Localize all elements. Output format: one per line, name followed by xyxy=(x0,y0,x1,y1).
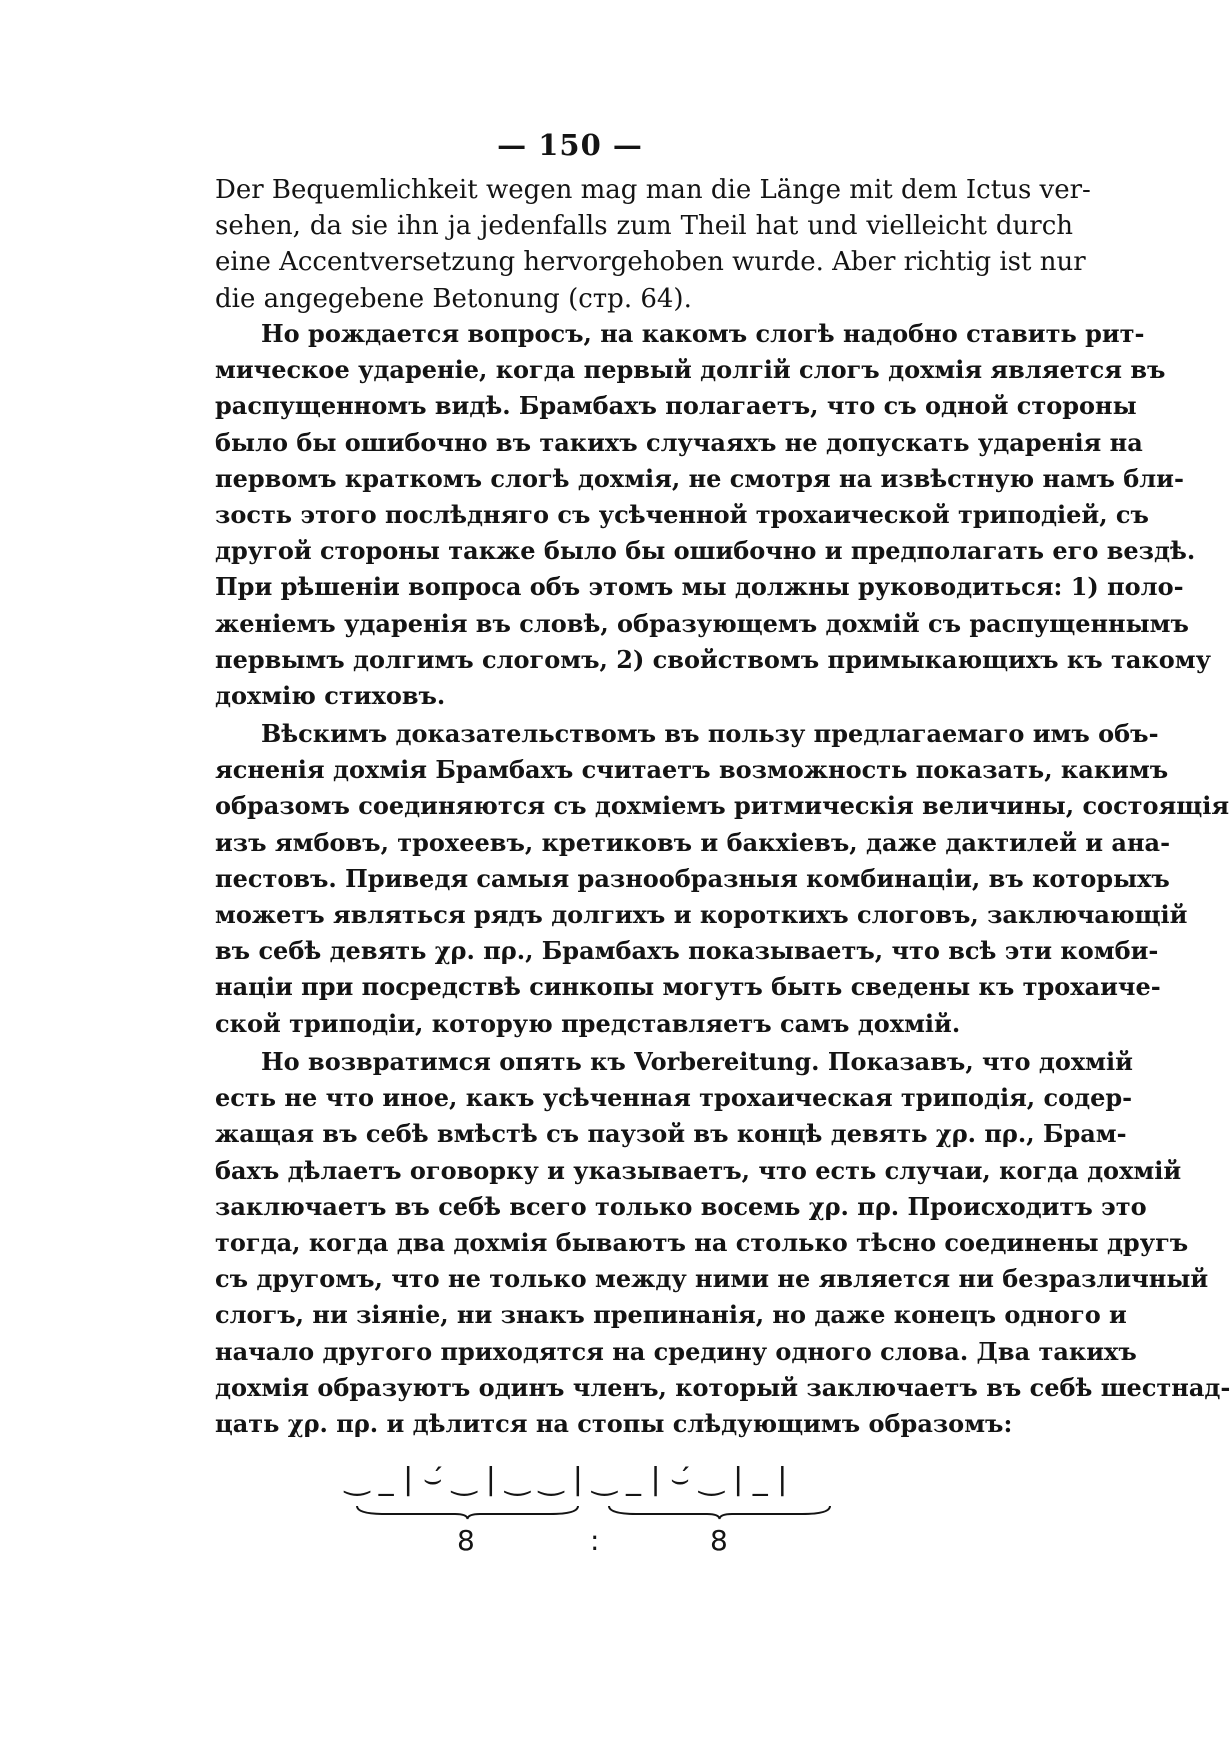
text-line: пестовъ. Приведя самыя разнообразныя комбинаціи, въ которыхъ xyxy=(215,863,1170,893)
paragraph-1 xyxy=(215,316,1211,714)
text-line: жащая въ себѣ вмѣстѣ съ паузой въ концѣ девять χρ. πρ., Брам- xyxy=(215,1119,1127,1149)
text-line: первомъ краткомъ слогѣ дохмія, не смотря на извѣстную намъ бли- xyxy=(215,463,1184,493)
text-line: Но рождается вопросъ, на какомъ слогѣ надобно ставить рит- xyxy=(261,319,1145,348)
text-line: можетъ являться рядъ долгихъ и короткихъ слоговъ, заключающій xyxy=(215,899,1188,929)
text-line: съ другомъ, что не только между ними не является ни безразличный xyxy=(215,1264,1209,1294)
text-line: образомъ соединяются съ дохміемъ ритмическія величины, состоящія xyxy=(215,791,1230,821)
text-line: дохмію стиховъ. xyxy=(215,680,446,710)
left-brace-icon xyxy=(355,1504,580,1520)
text-line: цать χρ. πρ. и дѣлится на стопы слѣдующимъ образомъ: xyxy=(215,1408,1013,1438)
text-line: первымъ долгимъ слогомъ, 2) свойствомъ примыкающихъ къ такому xyxy=(215,644,1211,674)
text-line: дохмія образуютъ одинъ членъ, который заключаетъ въ себѣ шестнад- xyxy=(215,1372,1230,1402)
text-line: изъ ямбовъ, трохеевъ, кретиковъ и бакхіевъ, даже дактилей и ана- xyxy=(215,827,1171,857)
text-line: sehen, da sie ihn ja jedenfalls zum Theil hat und vielleicht durch xyxy=(215,211,1073,242)
text-line: Вѣскимъ доказательствомъ въ пользу предлагаемаго имъ объ- xyxy=(261,719,1159,748)
german-paragraph xyxy=(215,172,1091,317)
paragraph-3 xyxy=(215,1044,1230,1442)
text-line: Но возвратимся опять къ Vorbereitung. Показавъ, что дохмій xyxy=(261,1047,1133,1076)
text-line: бахъ дѣлаетъ оговорку и указываетъ, что есть случаи, когда дохмій xyxy=(215,1155,1182,1185)
page-number: — 150 — xyxy=(497,128,643,162)
text-line: зость этого послѣдняго съ усѣченной трохаической триподіей, съ xyxy=(215,499,1149,529)
text-line: распущенномъ видѣ. Брамбахъ полагаетъ, что съ одной стороны xyxy=(215,391,1137,421)
text-line: націи при посредствѣ синкопы могутъ быть сведены къ трохаиче- xyxy=(215,972,1161,1002)
text-line: мическое удареніе, когда первый долгій слогъ дохмія является въ xyxy=(215,355,1166,385)
text-line: слогъ, ни зіяніе, ни знакъ препинанія, но даже конецъ одного и xyxy=(215,1300,1127,1330)
text-line: При рѣшеніи вопроса объ этомъ мы должны руководиться: 1) поло- xyxy=(215,572,1184,602)
text-line: начало другого приходятся на средину одного слова. Два такихъ xyxy=(215,1336,1137,1366)
text-line: тогда, когда два дохмія бываютъ на столько тѣсно соединены другъ xyxy=(215,1227,1189,1257)
text-line: Der Bequemlichkeit wegen mag man die Länge mit dem Ictus ver- xyxy=(215,175,1091,205)
text-line: die angegebene Betonung (стр. 64). xyxy=(215,283,692,314)
left-count: 8 xyxy=(457,1524,475,1557)
text-line: eine Accentversetzung hervorgehoben wurde. Aber richtig ist nur xyxy=(215,247,1086,278)
metrical-scheme xyxy=(345,1460,845,1580)
right-count: 8 xyxy=(710,1524,728,1557)
text-line: есть не что иное, какъ усѣченная трохаическая триподія, содер- xyxy=(215,1083,1133,1113)
text-line: женіемъ ударенія въ словѣ, образующемъ дохмій съ распущеннымъ xyxy=(215,608,1189,638)
text-line: ской триподіи, которую представляетъ самъ дохмій. xyxy=(215,1008,961,1038)
text-line: ясненія дохмія Брамбахъ считаетъ возможность показать, какимъ xyxy=(215,755,1169,785)
paragraph-2 xyxy=(215,716,1230,1042)
right-brace-icon xyxy=(607,1504,832,1520)
text-line: въ себѣ девять χρ. πρ., Брамбахъ показываетъ, что всѣ эти комби- xyxy=(215,936,1159,966)
text-line: заключаетъ въ себѣ всего только восемь χρ. πρ. Происходитъ это xyxy=(215,1191,1147,1221)
scansion-syllables: ‿ _ | ⌣́ ‿ | ‿ ‿ | ‿ _ | ⌣́ ‿ | _ | xyxy=(345,1462,788,1497)
count-separator: : xyxy=(590,1524,600,1557)
text-line: другой стороны также было бы ошибочно и предполагать его вездѣ. xyxy=(215,536,1196,566)
text-line: было бы ошибочно въ такихъ случаяхъ не допускать ударенія на xyxy=(215,427,1143,457)
